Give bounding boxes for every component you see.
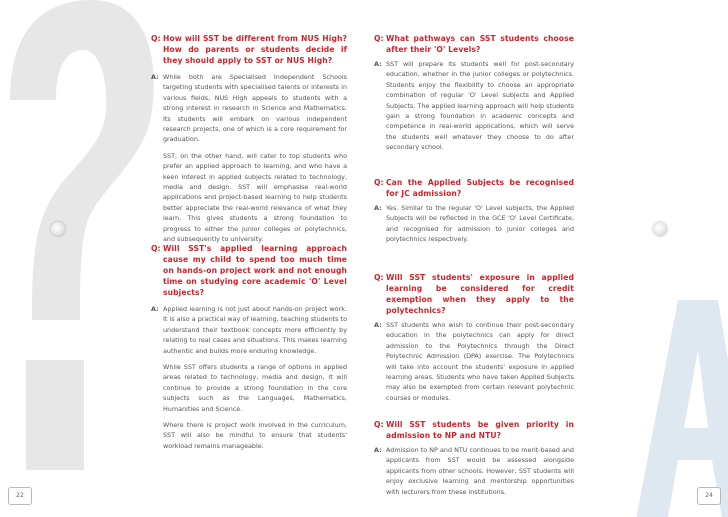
question (374, 272, 574, 316)
answer-paragraph: SST students who wish to continue their post-secondary education in the polytechnics can apply for direct admission to the Polytechnics through the Direct Polytechnic Admission (DPA) exercise. The Polytechnics will take into account the students' exposure in applied learning areas. Students who have taken Applied Subjects may also be exempted from certain relevant polytechnic courses or modules. (386, 321, 574, 402)
page-number-right: 24 (697, 487, 721, 505)
qa-block (374, 419, 574, 503)
page-number-left: 22 (8, 487, 32, 505)
question-label: Q: (374, 273, 384, 282)
answer (151, 72, 347, 251)
answer-paragraph: Yes. Similar to the regular 'O' Level subjects, the Applied Subjects will be reflected in the GCE 'O' Level Certificate, and recognised for admission to junior colleges and polytechnics respectively. (386, 204, 574, 244)
question-text: Can the Applied Subjects be recognised for JC admission? (386, 178, 574, 198)
answer (374, 445, 574, 503)
question (374, 33, 574, 55)
answer (374, 59, 574, 159)
answer-paragraph: SST, on the other hand, will cater to top students who prefer an applied approach to learning, and who have a keen interest in applied subjects related to technology, media and design. SST will emphasise real-world applications and project-based learning to help students better appreciate the real-world relevance of what they learn. This gives students a strong foundation to progress to either the junior colleges or polytechnics, and subsequently to university. (163, 151, 347, 244)
answer-label: A: (151, 305, 159, 313)
qa-block (374, 272, 574, 409)
qa-block (374, 33, 574, 159)
answer-paragraph: SST will prepare its students well for post-secondary education, whether in the junior colleges or polytechnics. Students enjoy the flexibility to choose an appropriate combination of regular 'O' Level subjects and Applied Subjects. The applied learning approach will help students gain a strong foundation in academic concepts and competence in real-world applications, which will serve the students well whatever they choose to do after secondary school. (386, 60, 574, 152)
question (151, 33, 347, 66)
answer (151, 304, 347, 457)
answer-paragraph: While SST offers students a range of options in applied areas related to technology, media and design, it will continue to provide a strong foundation in the core subjects such as the Languages, Mathematics, Humanities and Science. (163, 363, 347, 413)
question-text: Will SST students be given priority in admission to NP and NTU? (386, 420, 574, 440)
question-text: Will SST students' exposure in applied learning be considered for credit exemption when they apply to the polytechnics? (386, 273, 574, 315)
answer-label: A: (151, 73, 159, 81)
question-label: Q: (151, 34, 161, 43)
answer-paragraph: Where there is project work involved in the curriculum, SST will also be mindful to ensure that students' workload remains manageable. (163, 421, 347, 450)
question-label: Q: (374, 178, 384, 187)
question-text: How will SST be different from NUS High? How do parents or students decide if they should apply to SST or NUS High? (163, 34, 347, 65)
answer-letter-graphic (608, 300, 728, 517)
answer-label: A: (374, 446, 382, 454)
answer-paragraph: Admission to NP and NTU continues to be merit-based and applicants from SST would be assessed alongside applicants from other schools. However, SST students will enjoy exclusive learning and mentorship opportunities with lecturers from these institutions. (386, 446, 574, 496)
question-label: Q: (151, 244, 161, 253)
question-mark-graphic (0, 0, 162, 500)
question-text: What pathways can SST students choose after their 'O' Levels? (386, 34, 574, 54)
question-label: Q: (374, 420, 384, 429)
question-label: Q: (374, 34, 384, 43)
question-text: Will SST's applied learning approach cause my child to spend too much time on hands-on project work and not enough time on studying core academic 'O' Level subjects? (163, 244, 347, 297)
binding-hole-right (653, 222, 667, 236)
question (151, 243, 347, 298)
qa-block (374, 177, 574, 251)
answer (374, 203, 574, 251)
answer-label: A: (374, 60, 382, 68)
answer (374, 320, 574, 409)
answer-label: A: (374, 204, 382, 212)
answer-paragraph: While both are Specialised Independent Schools targeting students with specialised talents or interests in various fields, NUS High appeals to students with a strong interest in research in Science and Mathematics. Its students will embark on various independent research projects, one of which is a core requirement for graduation. (163, 73, 347, 144)
question (374, 177, 574, 199)
question (374, 419, 574, 441)
qa-block (151, 33, 347, 251)
answer-label: A: (374, 321, 382, 329)
qa-block (151, 243, 347, 457)
binding-hole-left (51, 222, 65, 236)
answer-paragraph: Applied learning is not just about hands-on project work. It is also a practical way of learning, teaching students to understand their textbook concepts more efficiently by relating to real cases and situations. This makes learning authentic and builds more enduring knowledge. (163, 305, 347, 355)
